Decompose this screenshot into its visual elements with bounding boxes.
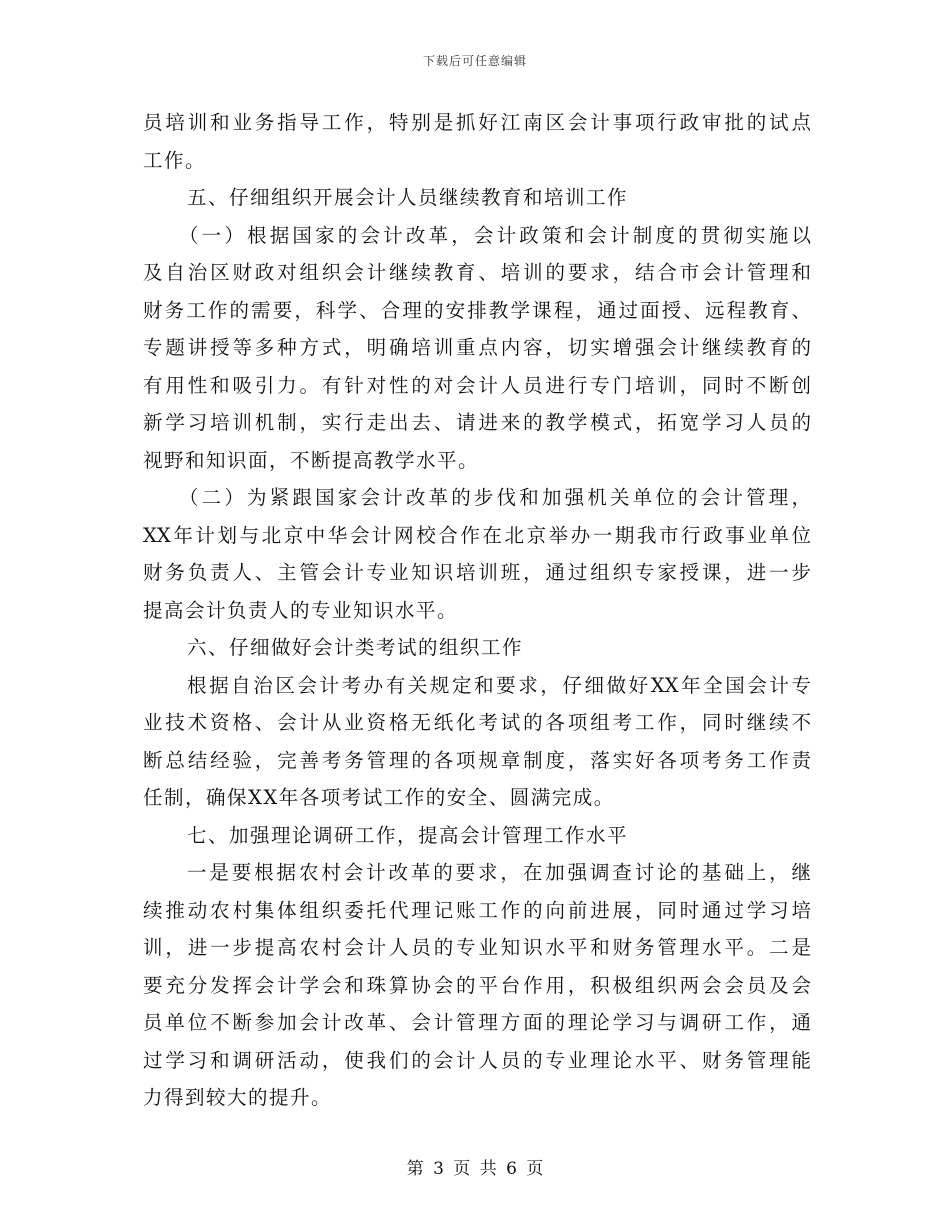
text-line: 财务工作的需要，科学、合理的安排教学课程，通过面授、远程教育、 (143, 298, 811, 322)
text-line: 任制，确保XX年各项考试工作的安全、圆满完成。 (143, 786, 615, 809)
page-header: 下载后可任意编辑 (422, 54, 527, 68)
text-line: 提高会计负责人的专业知识水平。 (143, 598, 459, 622)
section-heading: 七、加强理论调研工作，提高会计管理工作水平 (187, 823, 629, 847)
text-line: 根据自治区会计考办有关规定和要求，仔细做好XX年全国会计专 (187, 673, 811, 697)
text-line: 工作。 (143, 148, 207, 172)
text-line: 新学习培训机制，实行走出去、请进来的教学模式，拓宽学习人员的 (143, 411, 811, 434)
text-line: 力得到较大的提升。 (143, 1086, 333, 1109)
text-line: 要充分发挥会计学会和珠算协会的平台作用，积极组织两会会员及会 (143, 973, 811, 997)
text-line: 业技术资格、会计从业资格无纸化考试的各项组考工作，同时继续不 (143, 711, 811, 734)
text-line: （二）为紧跟国家会计改革的步伐和加强机关单位的会计管理， (179, 486, 811, 509)
section-heading: 五、仔细组织开展会计人员继续教育和培训工作 (187, 186, 629, 209)
section-heading: 六、仔细做好会计类考试的组织工作 (187, 636, 524, 659)
text-line: 断总结经验，完善考务管理的各项规章制度，落实好各项考务工作责 (143, 748, 811, 772)
page-number: 第 3 页 共 6 页 (406, 1159, 544, 1179)
text-line: 专题讲授等多种方式，明确培训重点内容，切实增强会计继续教育的 (143, 336, 811, 359)
text-line: 员单位不断参加会计改革、会计管理方面的理论学习与调研工作，通 (143, 1011, 811, 1034)
text-line: 一是要根据农村会计改革的要求，在加强调查讨论的基础上，继 (187, 861, 811, 884)
text-line: 财务负责人、主管会计专业知识培训班，通过组织专家授课，进一步 (143, 561, 811, 584)
text-line: 续推动农村集体组织委托代理记账工作的向前进展，同时通过学习培 (143, 898, 811, 922)
text-line: 视野和知识面，不断提高教学水平。 (143, 448, 480, 472)
text-line: 及自治区财政对组织会计继续教育、培训的要求，结合市会计管理和 (143, 261, 811, 284)
text-line: （一）根据国家的会计改革，会计政策和会计制度的贯彻实施以 (179, 223, 811, 247)
document-body (143, 104, 811, 1117)
text-line: 训，进一步提高农村会计人员的专业知识水平和财务管理水平。二是 (143, 936, 811, 959)
text-line: 有用性和吸引力。有针对性的对会计人员进行专门培训，同时不断创 (143, 373, 811, 397)
text-line: XX年计划与北京中华会计网校合作在北京举办一期我市行政事业单位 (143, 523, 811, 547)
text-line: 员培训和业务指导工作，特别是抓好江南区会计事项行政审批的试点 (143, 111, 811, 134)
text-line: 过学习和调研活动，使我们的会计人员的专业理论水平、财务管理能 (143, 1048, 811, 1072)
